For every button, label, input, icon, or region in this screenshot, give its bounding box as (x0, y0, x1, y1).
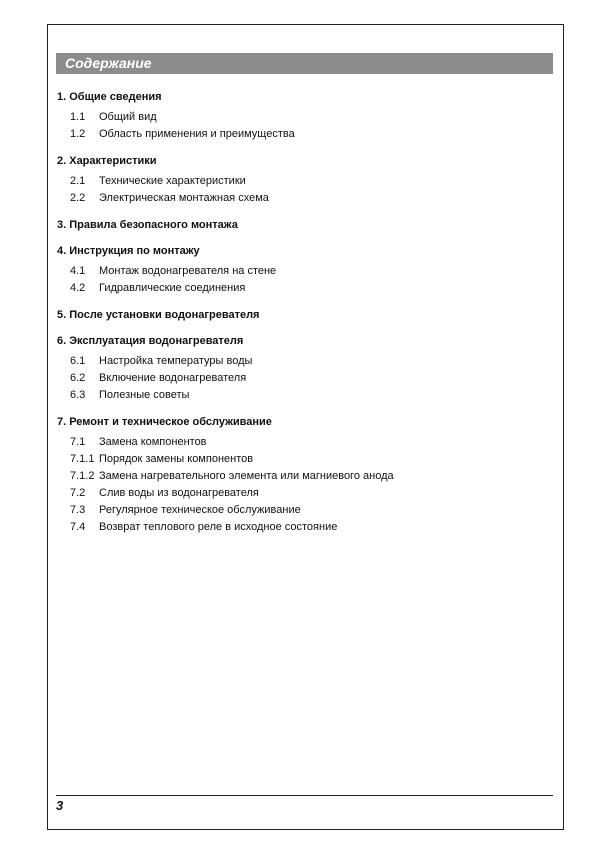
table-of-contents (57, 90, 547, 547)
toc-item-label: Электрическая монтажная схема (99, 192, 269, 204)
toc-item[interactable] (57, 263, 547, 280)
toc-item-label: Полезные советы (99, 389, 190, 401)
toc-item-label: Замена компонентов (99, 436, 207, 448)
toc-item[interactable] (57, 519, 547, 536)
toc-item[interactable] (57, 502, 547, 519)
toc-section (57, 415, 547, 536)
toc-item-label: Регулярное техническое обслуживание (99, 504, 301, 516)
toc-item-number: 7.1 (70, 436, 86, 448)
toc-section (57, 334, 547, 404)
toc-title-bar (56, 53, 553, 74)
toc-item[interactable] (57, 353, 547, 370)
toc-item-number: 4.2 (70, 282, 86, 294)
toc-section (57, 154, 547, 207)
toc-title: Содержание (65, 55, 152, 71)
toc-item-number: 6.2 (70, 372, 86, 384)
toc-item-label: Гидравлические соединения (99, 282, 246, 294)
toc-item-number: 6.1 (70, 355, 86, 367)
toc-section-title[interactable]: 3. Правила безопасного монтажа (57, 219, 238, 231)
toc-item[interactable] (57, 387, 547, 404)
toc-section (57, 308, 547, 323)
toc-item-label: Область применения и преимущества (99, 128, 295, 140)
toc-item-number: 4.1 (70, 265, 86, 277)
page-number: 3 (56, 798, 64, 813)
toc-item-label: Монтаж водонагревателя на стене (99, 265, 277, 277)
footer-divider (56, 795, 553, 796)
toc-item[interactable] (57, 468, 547, 485)
toc-item-label: Общий вид (99, 111, 157, 123)
toc-item-number: 7.4 (70, 521, 86, 533)
toc-section-title[interactable]: 6. Эксплуатация водонагревателя (57, 335, 244, 347)
toc-item-number: 1.2 (70, 128, 86, 140)
toc-item-number: 2.1 (70, 175, 86, 187)
toc-section-title[interactable]: 4. Инструкция по монтажу (57, 245, 200, 257)
toc-section-title[interactable]: 2. Характеристики (57, 155, 157, 167)
toc-section (57, 218, 547, 233)
toc-section-title[interactable]: 7. Ремонт и техническое обслуживание (57, 416, 272, 428)
toc-section-title[interactable]: 1. Общие сведения (57, 91, 162, 103)
toc-item[interactable] (57, 126, 547, 143)
toc-item-label: Слив воды из водонагревателя (99, 487, 259, 499)
toc-item[interactable] (57, 190, 547, 207)
toc-item-label: Порядок замены компонентов (99, 453, 254, 465)
toc-item[interactable] (57, 434, 547, 451)
toc-item[interactable] (57, 173, 547, 190)
toc-item-number: 7.3 (70, 504, 86, 516)
toc-item-label: Замена нагревательного элемента или магниевого анода (99, 470, 394, 482)
toc-item-label: Включение водонагревателя (99, 372, 247, 384)
toc-item-number: 7.1.1 (70, 453, 95, 465)
toc-item-label: Технические характеристики (99, 175, 246, 187)
toc-item[interactable] (57, 451, 547, 468)
toc-item-number: 6.3 (70, 389, 86, 401)
toc-section (57, 90, 547, 143)
toc-item-label: Настройка температуры воды (99, 355, 253, 367)
toc-item[interactable] (57, 485, 547, 502)
toc-item[interactable] (57, 109, 547, 126)
toc-item[interactable] (57, 370, 547, 387)
toc-item-label: Возврат теплового реле в исходное состояние (99, 521, 338, 533)
toc-item-number: 1.1 (70, 111, 86, 123)
toc-item-number: 7.1.2 (70, 470, 95, 482)
toc-item[interactable] (57, 280, 547, 297)
toc-item-number: 7.2 (70, 487, 86, 499)
toc-section-title[interactable]: 5. После установки водонагревателя (57, 309, 260, 321)
toc-item-number: 2.2 (70, 192, 86, 204)
toc-section (57, 244, 547, 297)
